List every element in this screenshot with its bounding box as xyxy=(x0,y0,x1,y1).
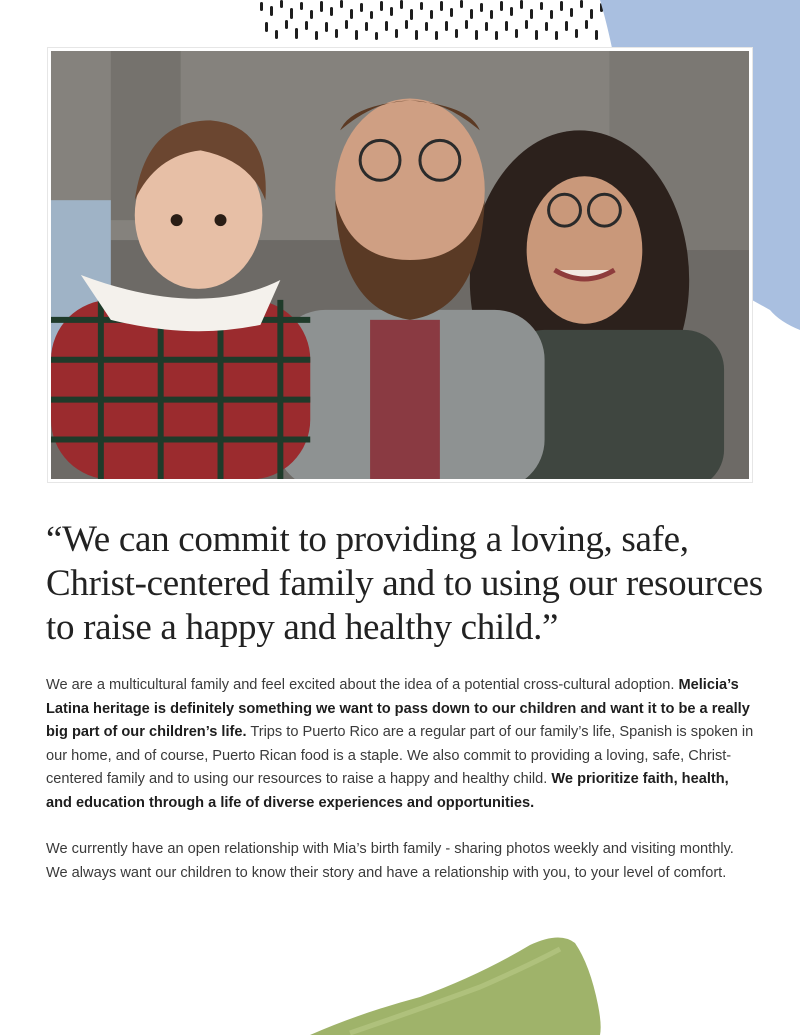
green-paint-decoration xyxy=(0,925,800,1035)
family-photo-illustration xyxy=(51,51,749,479)
paragraph-1-bold-heritage: Melicia’s Latina heritage is definitely something we want to pass down to our children and want it to be a really big part of our children’s life. xyxy=(46,677,750,740)
family-photo xyxy=(48,48,752,482)
paragraph-heritage xyxy=(46,674,756,815)
paragraph-1-intro: We are a multicultural family and feel excited about the idea of a potential cross-cultural adoption. xyxy=(46,677,679,693)
pull-quote: “We can commit to providing a loving, safe, Christ-centered family and to using our resources to raise a happy and healthy child.” xyxy=(46,519,763,648)
paragraph-birth-family: We currently have an open relationship with Mia’s birth family - sharing photos weekly and visiting monthly. We always want our children to know their story and have a relationship with you, to your level of comfort. xyxy=(46,841,734,881)
body-text xyxy=(46,674,756,908)
paragraph-1-details: Trips to Puerto Rico are a regular part of our family’s life, Spanish is spoken in our home, and of course, Puerto Rican food is a staple. We also commit to providing a loving, safe, Christ-centered family and to using our resources to raise a happy and healthy child. xyxy=(46,724,754,787)
paragraph-1-bold-priorities: We prioritize faith, health, and education through a life of diverse experiences and opportunities. xyxy=(46,771,729,811)
